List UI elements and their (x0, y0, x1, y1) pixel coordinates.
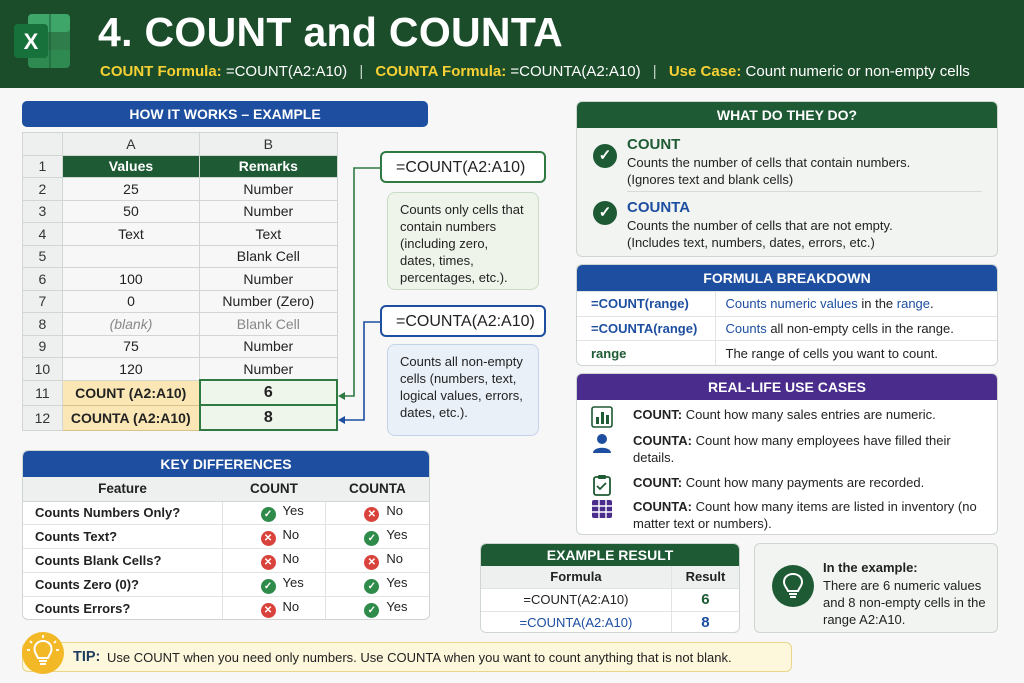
feature-name: Counts Numbers Only? (23, 501, 222, 525)
count-answer: ✕ No (222, 596, 326, 620)
check-icon: ✓ (261, 507, 276, 522)
example-spreadsheet (22, 132, 338, 431)
use-cases-panel (576, 373, 998, 535)
row-number: 12 (23, 405, 63, 430)
feature-name: Counts Errors? (23, 596, 222, 620)
example-result-panel (480, 543, 740, 633)
cell-remark[interactable]: Number (Zero) (200, 290, 337, 313)
row-number: 6 (23, 268, 63, 291)
row-number: 8 (23, 313, 63, 336)
row-number: 9 (23, 335, 63, 358)
separator: | (652, 63, 657, 80)
how-it-works-title: HOW IT WORKS – EXAMPLE (22, 101, 428, 127)
cell-remark[interactable]: Number (200, 358, 337, 381)
breakdown-value: The range of cells you want to count. (715, 341, 997, 366)
breakdown-key: =COUNTA(range) (577, 316, 715, 341)
column-header-b: B (200, 133, 337, 156)
counta-formula: =COUNTA(A2:A10) (510, 63, 641, 80)
counta-description: Counts the number of cells that are not empty. (Includes text, numbers, dates, errors, etc.) (627, 218, 893, 250)
check-icon: ✓ (364, 603, 379, 618)
cell-value[interactable]: 120 (62, 358, 199, 381)
feature-name: Counts Blank Cells? (23, 549, 222, 573)
row-number: 10 (23, 358, 63, 381)
formula-header: Formula (481, 566, 671, 588)
count-formula-label: COUNT Formula: (100, 63, 222, 80)
cross-icon: ✕ (261, 531, 276, 546)
count-answer: ✓ Yes (222, 572, 326, 596)
tip-lightbulb-icon (22, 632, 64, 674)
cell-value[interactable]: 100 (62, 268, 199, 291)
count-answer: ✕ No (222, 525, 326, 549)
what-do-they-do-panel (576, 101, 998, 257)
counta-answer: ✕ No (326, 501, 429, 525)
count-answer: ✓ Yes (222, 501, 326, 525)
use-case-text: COUNT: Count how many payments are recorded. (633, 475, 925, 490)
lightbulb-icon (771, 564, 815, 608)
cell-value[interactable] (62, 245, 199, 268)
count-name: COUNT (627, 136, 681, 153)
counta-arrow-head (338, 416, 345, 424)
breakdown-value: Counts all non-empty cells in the range. (715, 316, 997, 341)
counta-header: COUNTA (326, 477, 429, 501)
counta-answer: ✕ No (326, 549, 429, 573)
counta-name: COUNTA (627, 199, 691, 216)
key-differences-panel (22, 450, 430, 620)
check-icon: ✓ (364, 579, 379, 594)
use-case-text: COUNT: Count how many sales entries are numeric. (633, 407, 936, 422)
result-header: Result (671, 566, 739, 588)
count-formula: =COUNT(A2:A10) (225, 63, 348, 80)
cell-header-values[interactable]: Values (62, 155, 199, 178)
corner-cell (23, 133, 63, 156)
check-circle-icon: ✓ (593, 201, 617, 225)
row-number: 7 (23, 290, 63, 313)
callout-arrows (336, 150, 386, 430)
cell-remark[interactable]: Number (200, 335, 337, 358)
in-the-example-text: There are 6 numeric values and 8 non-empty cells in the range A2:A10. (823, 578, 986, 627)
check-circle-icon: ✓ (593, 144, 617, 168)
counta-result-label[interactable]: COUNTA (A2:A10) (62, 405, 199, 430)
count-answer: ✕ No (222, 549, 326, 573)
cell-remark[interactable]: Number (200, 268, 337, 291)
counta-formula-label: COUNTA Formula: (375, 63, 507, 80)
result-value: 8 (671, 611, 739, 633)
count-arrow-head (338, 392, 345, 400)
use-case-text: Count numeric or non-empty cells (745, 63, 970, 80)
check-icon: ✓ (261, 579, 276, 594)
check-icon: ✓ (364, 531, 379, 546)
feature-header: Feature (23, 477, 222, 501)
count-header: COUNT (222, 477, 326, 501)
breakdown-key: range (577, 341, 715, 366)
use-cases-title: REAL-LIFE USE CASES (577, 374, 997, 400)
key-differences-title: KEY DIFFERENCES (23, 451, 429, 477)
excel-logo-icon (12, 10, 74, 72)
separator: | (359, 63, 364, 80)
example-result-title: EXAMPLE RESULT (481, 544, 739, 566)
row-number: 2 (23, 178, 63, 201)
breakdown-key: =COUNT(range) (577, 292, 715, 317)
counta-answer: ✓ Yes (326, 572, 429, 596)
what-do-they-do-title: WHAT DO THEY DO? (577, 102, 997, 128)
cell-value[interactable]: 50 (62, 200, 199, 223)
cell-remark[interactable]: Blank Cell (200, 245, 337, 268)
count-description: Counts the number of cells that contain numbers. (Ignores text and blank cells) (627, 155, 911, 187)
formula-breakdown-title: FORMULA BREAKDOWN (577, 265, 997, 291)
row-number: 5 (23, 245, 63, 268)
cell-remark[interactable]: Blank Cell (200, 313, 337, 336)
person-icon (591, 432, 613, 454)
cell-header-remarks[interactable]: Remarks (200, 155, 337, 178)
row-number: 3 (23, 200, 63, 223)
result-value: 6 (671, 588, 739, 611)
svg-text:X: X (23, 29, 39, 54)
formula-summary (100, 63, 970, 80)
page-title: 4. COUNT and COUNTA (98, 9, 564, 55)
cross-icon: ✕ (261, 555, 276, 570)
cell-remark[interactable]: Text (200, 223, 337, 246)
tip-text: Use COUNT when you need only numbers. Use COUNTA when you want to count anything that is not blank. (107, 650, 732, 665)
bar-chart-icon (591, 406, 613, 428)
use-case-item (591, 406, 991, 426)
cell-value[interactable]: Text (62, 223, 199, 246)
breakdown-value: Counts numeric values in the range. (715, 292, 997, 317)
cell-value[interactable]: 0 (62, 290, 199, 313)
cell-value[interactable]: (blank) (62, 313, 199, 336)
cell-value[interactable]: 75 (62, 335, 199, 358)
result-formula: =COUNTA(A2:A10) (481, 611, 671, 633)
use-case-text: COUNTA: Count how many items are listed in inventory (no matter text or numbers). (633, 499, 977, 531)
cross-icon: ✕ (364, 555, 379, 570)
cross-icon: ✕ (364, 507, 379, 522)
use-case-item (591, 498, 991, 534)
counta-explanation-note: Counts all non-empty cells (numbers, text, logical values, errors, dates, etc.). (387, 344, 539, 436)
in-the-example-panel (754, 543, 998, 633)
row-number: 4 (23, 223, 63, 246)
column-header-a: A (62, 133, 199, 156)
counta-answer: ✓ Yes (326, 596, 429, 620)
cell-value[interactable]: 25 (62, 178, 199, 201)
counta-result-value[interactable]: 8 (200, 405, 337, 430)
divider (627, 191, 982, 192)
cross-icon: ✕ (261, 603, 276, 618)
tip-label: TIP: (73, 649, 101, 665)
result-formula: =COUNT(A2:A10) (481, 588, 671, 611)
grid-icon (591, 498, 613, 520)
use-case-item (591, 474, 991, 494)
row-number: 1 (23, 155, 63, 178)
tip-bar (22, 642, 792, 672)
feature-name: Counts Zero (0)? (23, 572, 222, 596)
count-result-label[interactable]: COUNT (A2:A10) (62, 380, 199, 405)
clipboard-icon (591, 474, 613, 496)
count-formula-callout: =COUNT(A2:A10) (380, 151, 546, 183)
formula-breakdown-panel (576, 264, 998, 366)
use-case-label: Use Case: (668, 63, 742, 80)
counta-formula-callout: =COUNTA(A2:A10) (380, 305, 546, 337)
feature-name: Counts Text? (23, 525, 222, 549)
row-number: 11 (23, 380, 63, 405)
counta-arrow (340, 322, 380, 420)
cell-remark[interactable]: Number (200, 178, 337, 201)
count-arrow (340, 168, 380, 396)
counta-answer: ✓ Yes (326, 525, 429, 549)
count-explanation-note: Counts only cells that contain numbers (including zero, dates, times, percentages, etc.). (387, 192, 539, 290)
in-the-example-title: In the example: (823, 560, 918, 575)
count-result-value[interactable]: 6 (200, 380, 337, 405)
use-case-item (591, 432, 991, 468)
cell-remark[interactable]: Number (200, 200, 337, 223)
use-case-text: COUNTA: Count how many employees have filled their details. (633, 433, 951, 465)
